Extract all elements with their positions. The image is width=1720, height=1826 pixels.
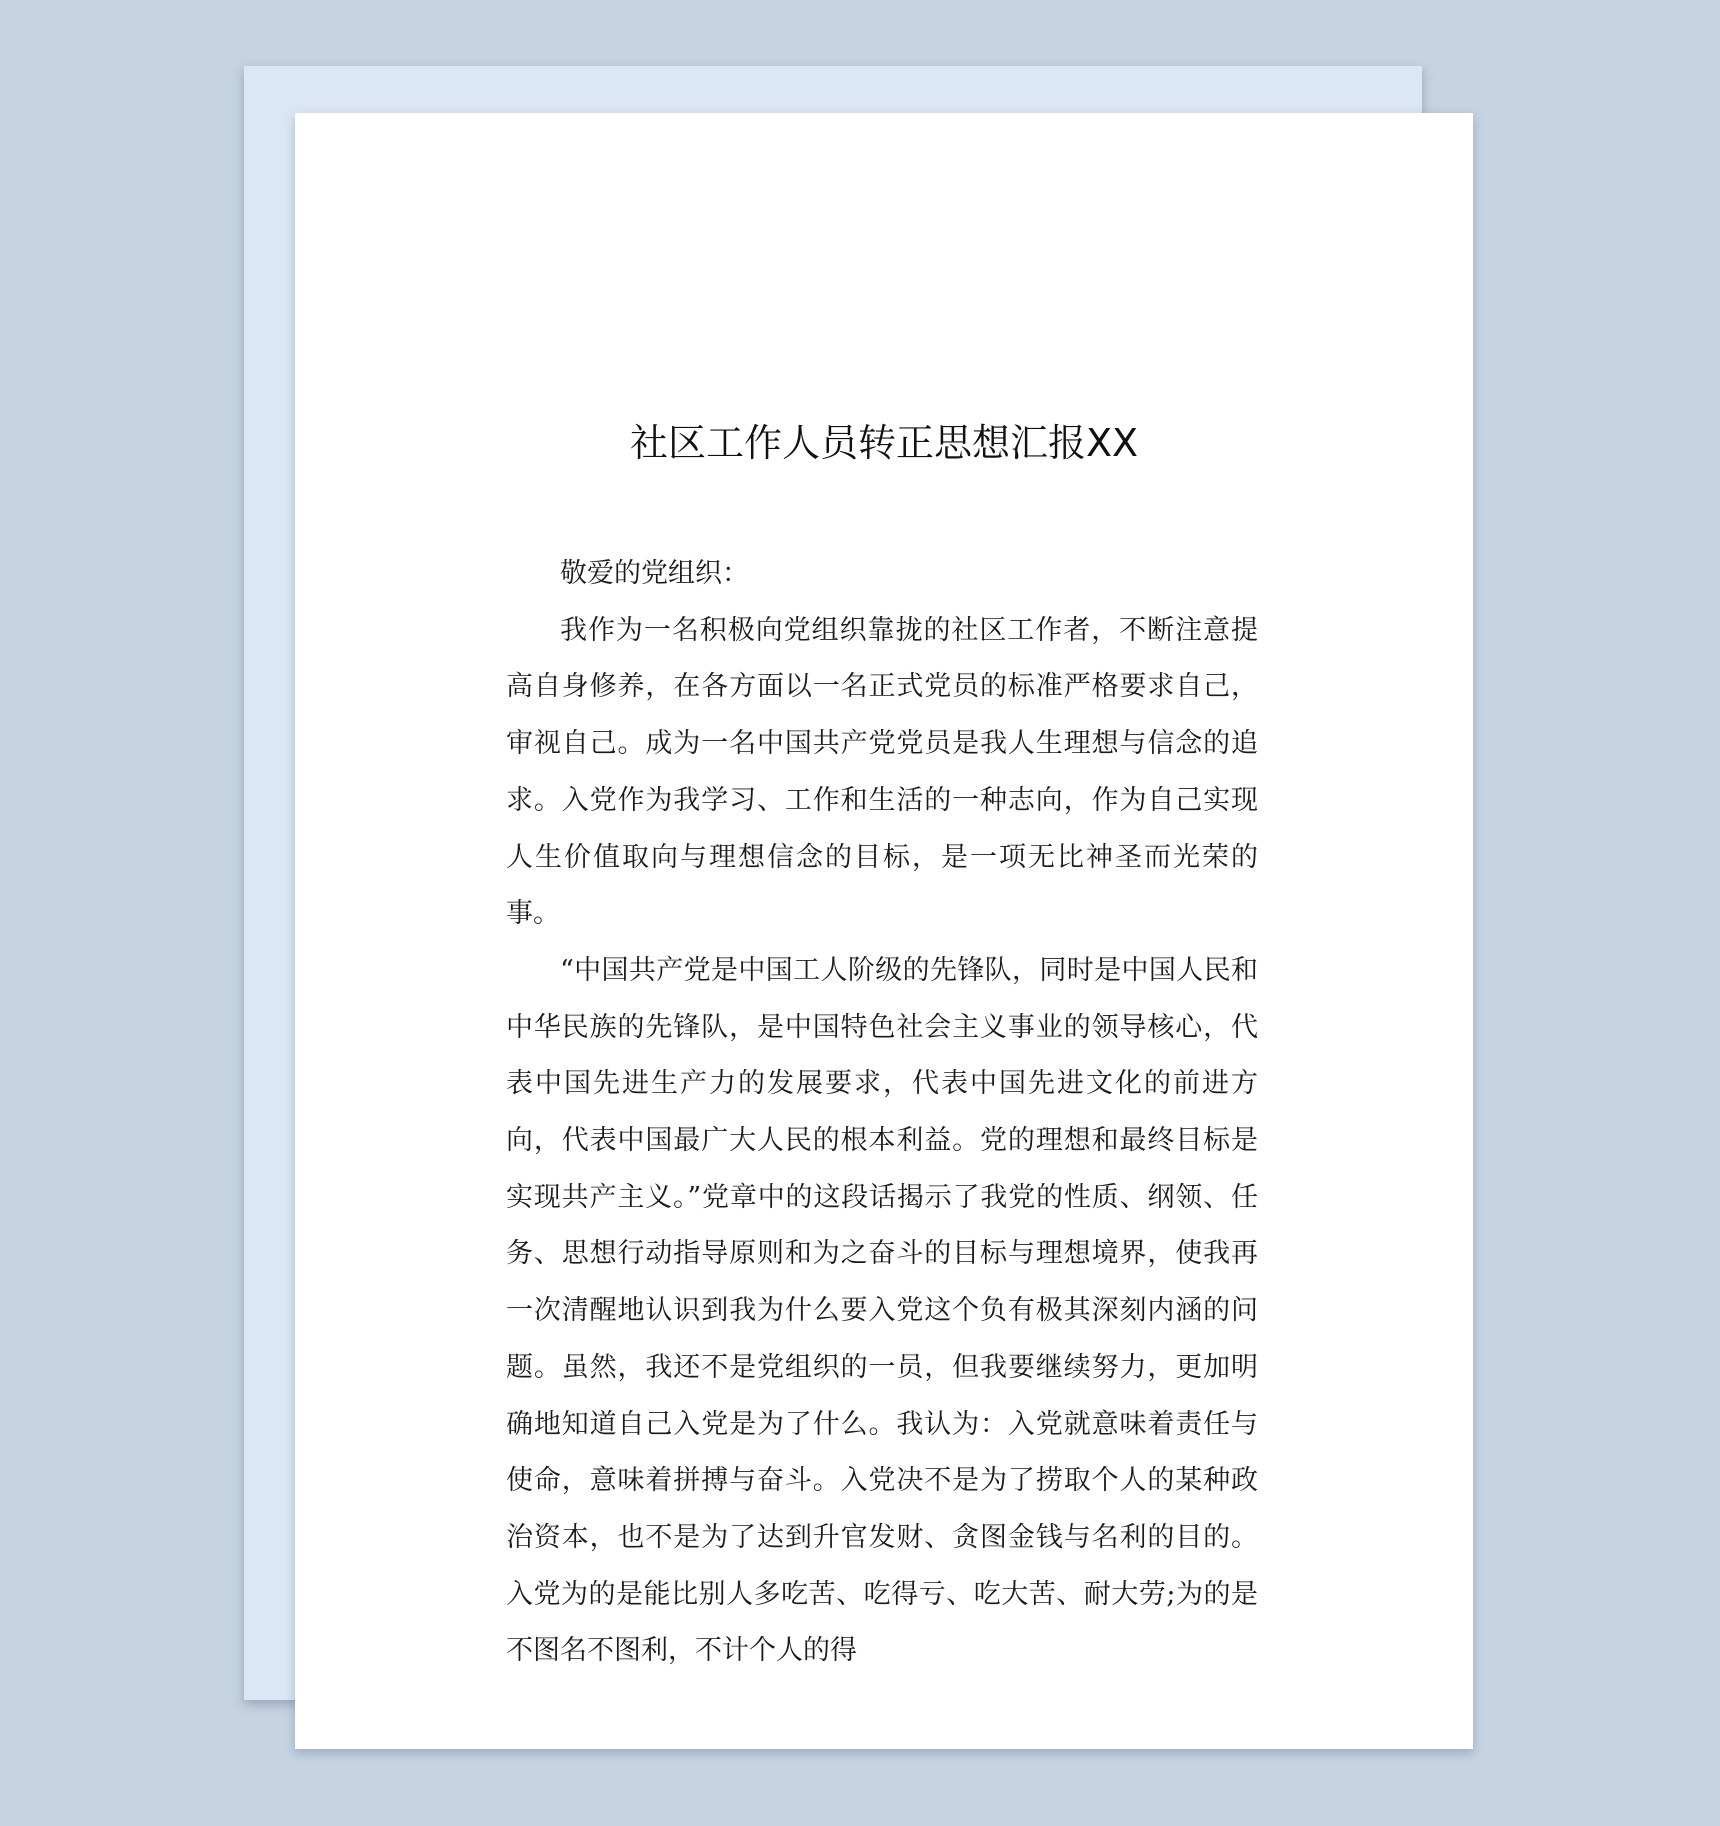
paragraph-1: 我作为一名积极向党组织靠拢的社区工作者，不断注意提高自身修养，在各方面以一名正式党员的标准严格要求自己，审视自己。成为一名中国共产党党员是我人生理想与信念的追求。入党作为我学习、工作和生活的一种志向，作为自己实现人生价值取向与理想信念的目标，是一项无比神圣而光荣的事。 xyxy=(506,614,1258,930)
salutation: 敬爱的党组织： xyxy=(560,558,749,589)
document-body xyxy=(506,546,1258,1680)
paragraph-2: “中国共产党是中国工人阶级的先锋队，同时是中国人民和中华民族的先锋队，是中国特色社会主义事业的领导核心，代表中国先进生产力的发展要求，代表中国先进文化的前进方向，代表中国最广大人民的根本利益。党的理想和最终目标是实现共产主义。”党章中的这段话揭示了我党的性质、纲领、任务、思想行动指导原则和为之奋斗的目标与理想境界，使我再一次清醒地认识到我为什么要入党这个负有极其深刻内涵的问题。虽然，我还不是党组织的一员，但我要继续努力，更加明确地知道自己入党是为了什么。我认为：入党就意味着责任与使命，意味着拼搏与奋斗。入党决不是为了捞取个人的某种政治资本，也不是为了达到升官发财、贪图金钱与名利的目的。入党为的是能比别人多吃苦、吃得亏、吃大苦、耐大劳;为的是不图名不图利，不计个人的得 xyxy=(506,954,1258,1667)
document-title: 社区工作人员转正思想汇报XX xyxy=(629,421,1139,465)
document-page xyxy=(295,113,1473,1749)
